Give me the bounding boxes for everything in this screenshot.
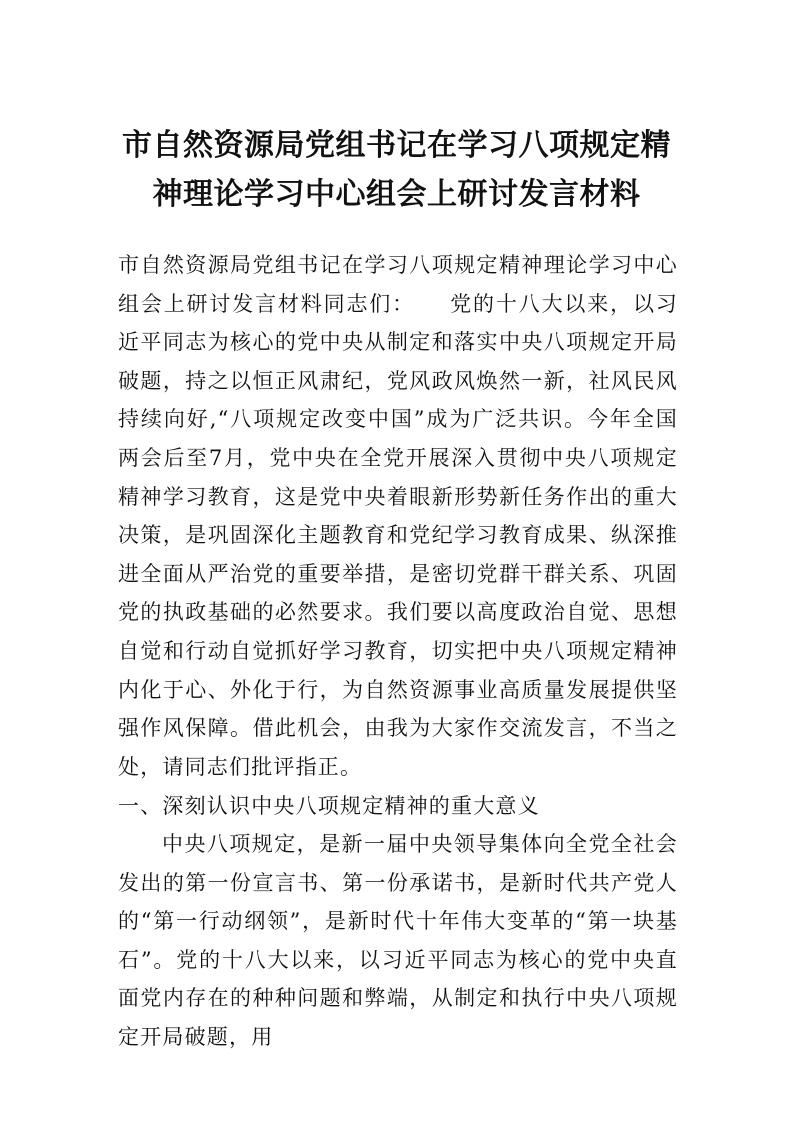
document-title-line-2: 神理论学习中心组会上研讨发言材料	[152, 177, 641, 212]
section-heading-1: 一、深刻认识中央八项规定精神的重大意义	[118, 794, 540, 818]
document-title-line-1: 市自然资源局党组书记在学习八项规定精	[122, 128, 671, 163]
body-paragraph-1: 市自然资源局党组书记在学习八项规定精神理论学习中心组会上研讨发言材料同志们： 党的十八大以来，以习近平同志为核心的党中央从制定和落实中央八项规定开局破题，持之以恒正风肃纪，党风政风焕然一新，社风民风持续向好,“八项规定改变中国”成为广泛共识。今年全国两会后至7月，党中央在全党开展深入贯彻中央八项规定精神学习教育，这是党中央着眼新形势新任务作出的重大决策，是巩固深化主题教育和党纪学习教育成果、纵深推进全面从严治党的重要举措，是密切党群干群关系、巩固党的执政基础的必然要求。我们要以高度政治自觉、思想自觉和行动自觉抓好学习教育，切实把中央八项规定精神内化于心、外化于行，为自然资源事业高质量发展提供坚强作风保障。借此机会，由我为大家作交流发言，不当之处，请同志们批评指正。	[118, 253, 678, 779]
body-paragraph-2: 中央八项规定，是新一届中央领导集体向全党全社会发出的第一份宣言书、第一份承诺书，是新时代共产党人的“第一行动纲领”，是新时代十年伟大变革的“第一块基石”。党的十八大以来，以习近平同志为核心的党中央直面党内存在的种种问题和弊端，从制定和执行中央八项规定开局破题，用	[118, 832, 678, 1049]
